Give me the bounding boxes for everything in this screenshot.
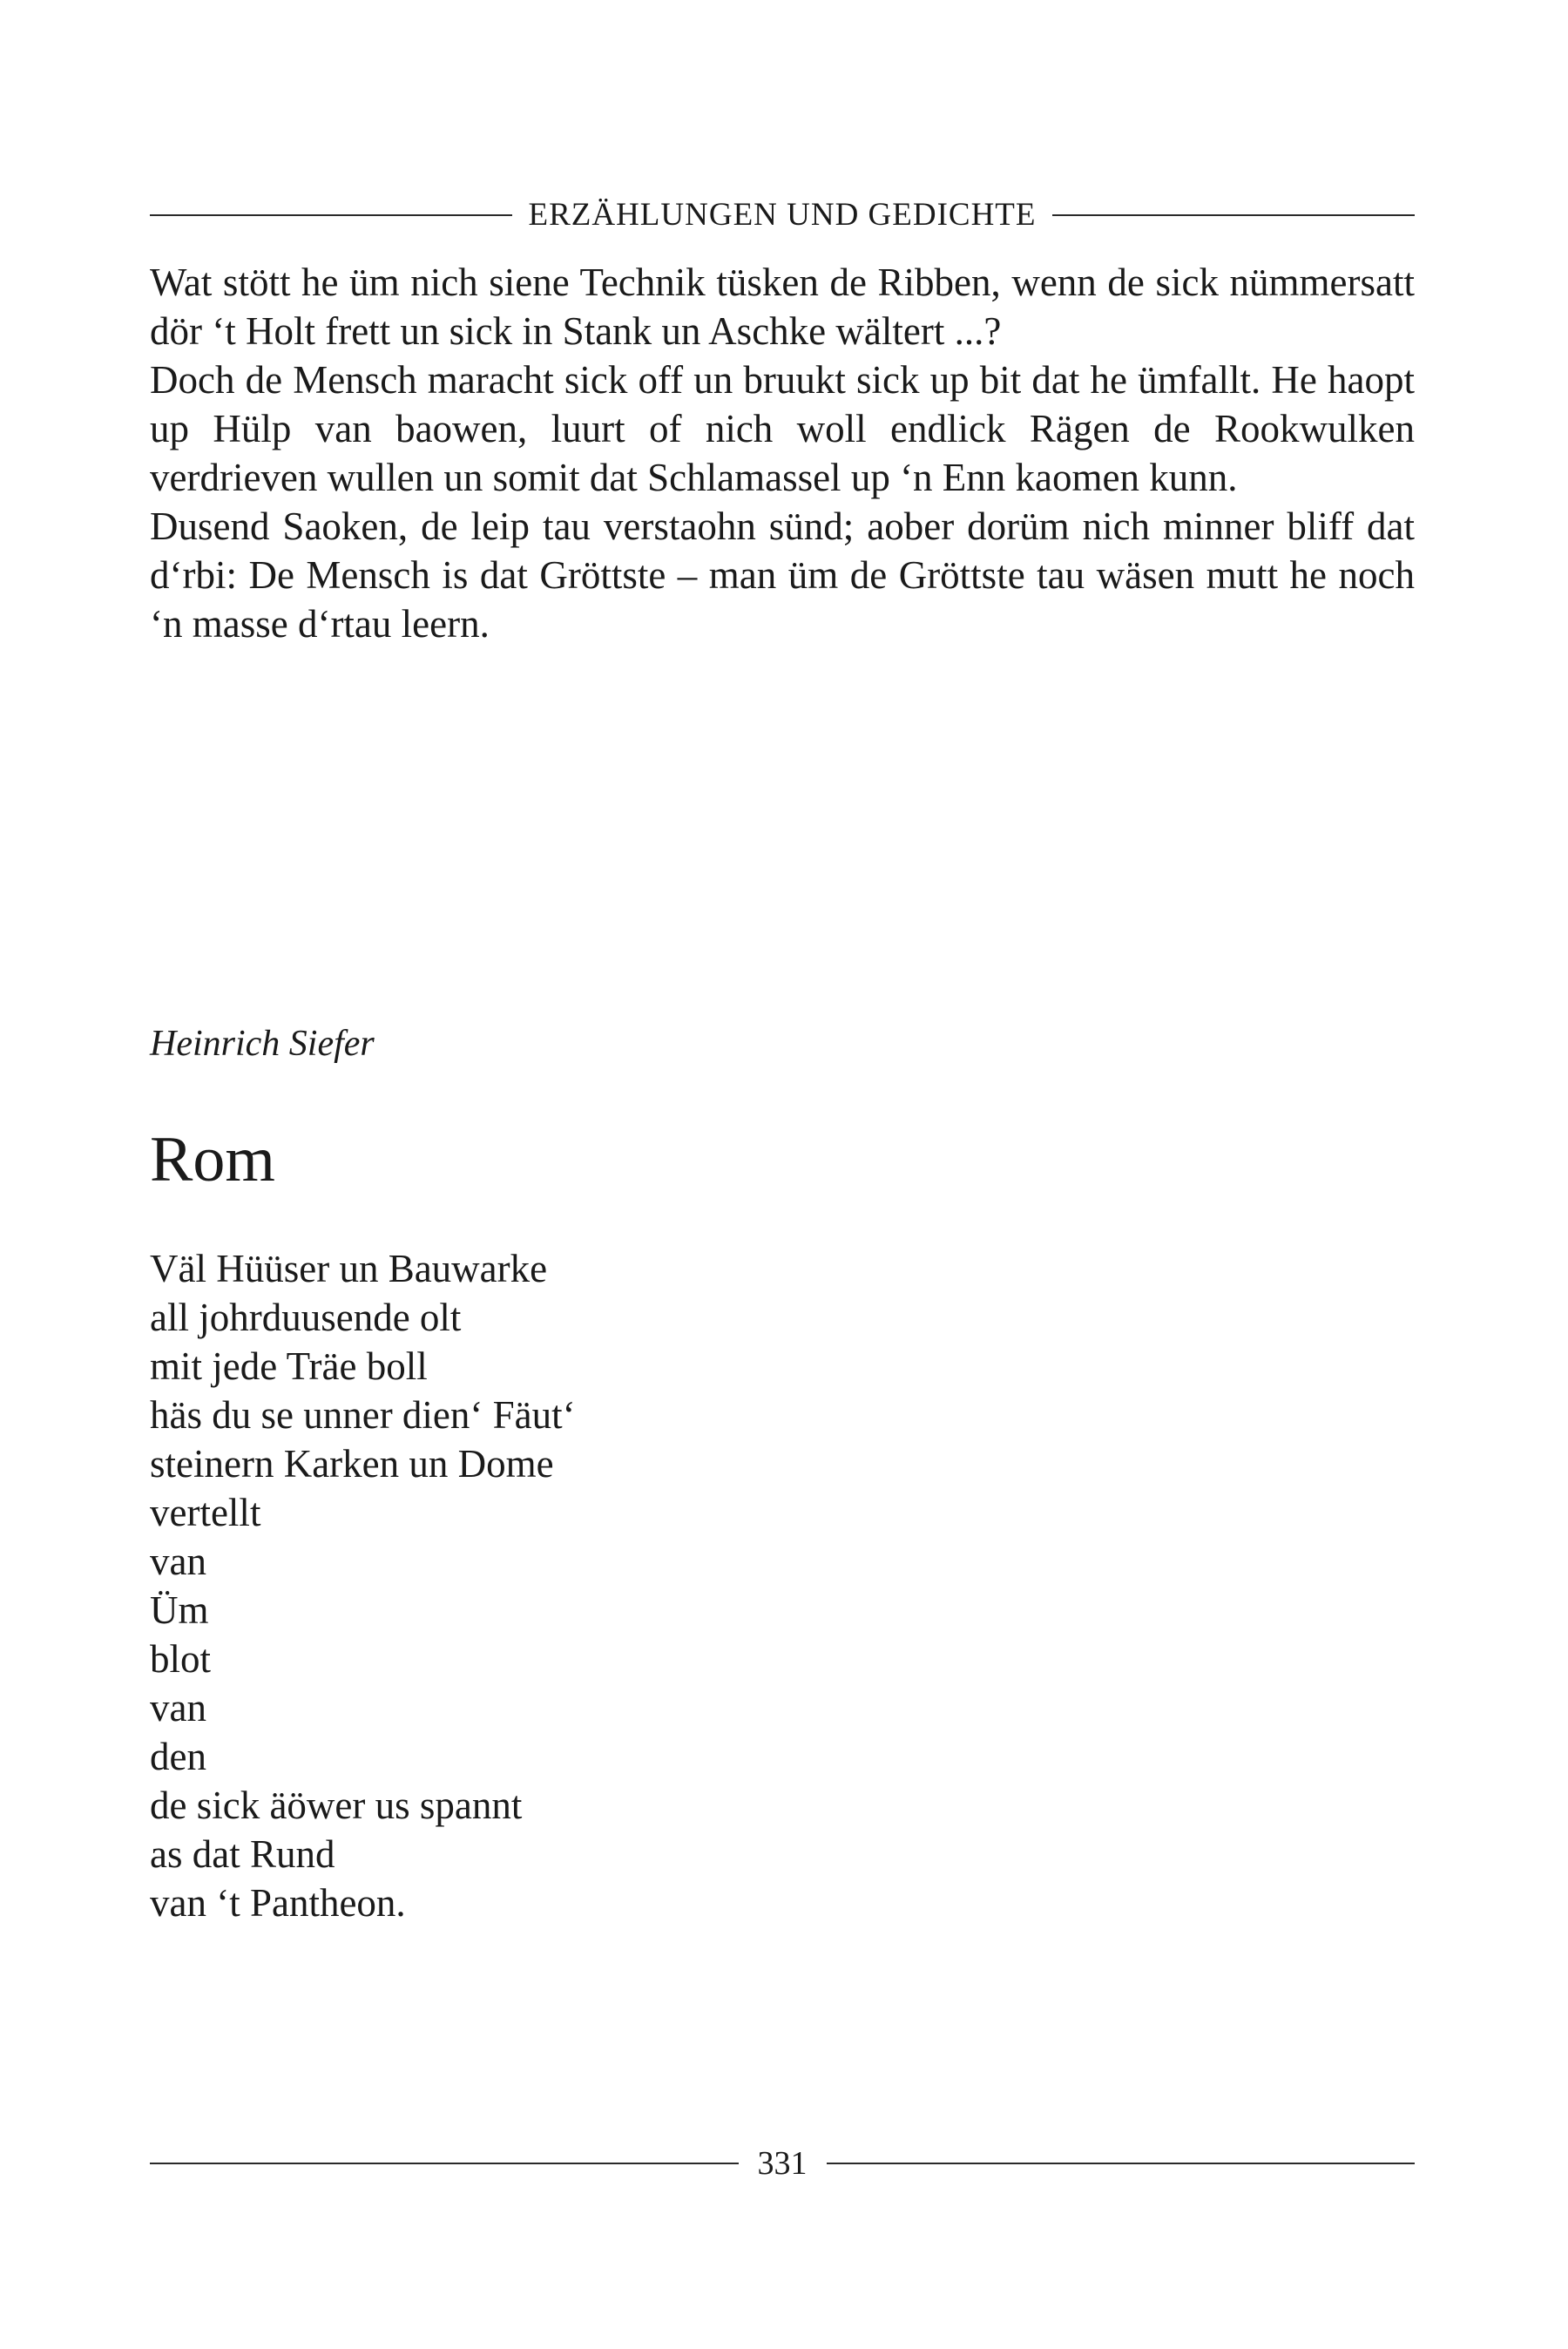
footer-rule-right [827, 2163, 1416, 2164]
prose-text [150, 258, 1415, 648]
poem-verses [150, 1244, 576, 1927]
poem-line: den [150, 1735, 206, 1778]
poem-line: häs du se unner dien‘ Fäut‘ [150, 1393, 576, 1437]
author-name: Heinrich Siefer [150, 1024, 375, 1064]
page-number: 331 [757, 2145, 808, 2182]
poem-line: as dat Rund [150, 1832, 335, 1876]
poem-line: mit jede Träe boll [150, 1344, 428, 1388]
poem-line: de sick äöwer us spannt [150, 1784, 523, 1827]
poem-line: Väl Hüüser un Bauwarke [150, 1247, 548, 1290]
running-header [150, 193, 1415, 237]
header-rule-right [1052, 214, 1415, 216]
prose-paragraph: Wat stött he üm nich siene Technik tüsken de Ribben, wenn de sick nümmersatt dör ‘t Holt frett un sick in Stank un Aschke wältert ...? [150, 261, 1415, 353]
poem-line: van ‘t Pantheon. [150, 1881, 406, 1925]
poem-line: van [150, 1686, 206, 1730]
poem-line: van [150, 1540, 206, 1583]
poem-line: Üm [150, 1588, 209, 1632]
running-title: ERZÄHLUNGEN UND GEDICHTE [528, 197, 1037, 233]
poem-line: blot [150, 1637, 212, 1681]
footer-rule-left [150, 2163, 739, 2164]
prose-paragraph: Dusend Saoken, de leip tau verstaohn sünd; aober dorüm nich minner bliff dat d‘rbi: De Mensch is dat Gröttste – man üm de Gröttste tau wäsen mutt he noch ‘n masse d‘rtau leern. [150, 504, 1415, 646]
poem-line: all johrduusende olt [150, 1296, 462, 1339]
book-page [150, 0, 1415, 2349]
poem-line: vertellt [150, 1491, 261, 1534]
poem-title: Rom [150, 1124, 275, 1195]
header-rule-left [150, 214, 512, 216]
prose-paragraph: Doch de Mensch maracht sick off un bruukt sick up bit dat he ümfallt. He haopt up Hülp van baowen, luurt of nich woll endlick Rägen de Rookwulken verdrieven wullen un somit dat Schlamassel up ‘n Enn kaomen kunn. [150, 358, 1415, 499]
running-footer [150, 2142, 1415, 2185]
poem-line: steinern Karken un Dome [150, 1442, 554, 1486]
